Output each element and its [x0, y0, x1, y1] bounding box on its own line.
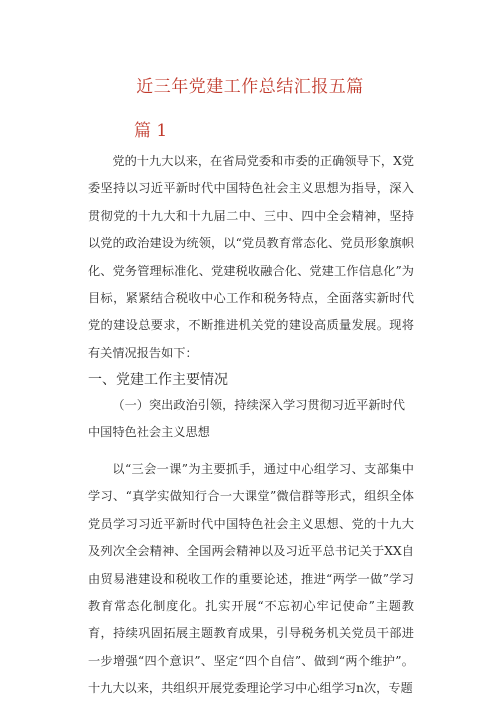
section-label: 篇 1 — [134, 121, 168, 141]
document-title: 近三年党建工作总结汇报五篇 — [136, 77, 364, 97]
intro-paragraph: 党的十九大以来，在省局党委和市委的正确领导下，X党委坚持以习近平新时代中国特色社会主义思想为指导，深入贯彻党的十九大和十九届二中、三中、四中全会精神，坚持以党的政治建设为统领，以“党员教育常态化、党员形象旗帜化、党务管理标准化、党建税收融合化、党建工作信息化”为目标，紧紧结合税收中心工作和税务特点，全面落实新时代党的建设总要求，不断推进机关党的建设高质量发展。现将有关情况报告如下： — [88, 154, 414, 360]
sub-section-heading: （一）突出政治引领，持续深入学习贯彻习近平新时代中国特色社会主义思想 — [88, 398, 405, 440]
section-heading: 一、党建工作主要情况 — [88, 372, 228, 388]
body-paragraph: 以“三会一课”为主要抓手，通过中心组学习、支部集中学习、“真学实做知行合一大课堂”微信群等形式，组织全体党员学习习近平新时代中国特色社会主义思想、党的十九大及列次全会精神、全国两会精神以及习近平总书记关于XX自由贸易港建设和税收工作的重要论述，推进“两学一做”学习教育常态化制度化。扎实开展“不忘初心牢记使命”主题教育，持续巩固拓展主题教育成果，引导税务机关党员干部进一步增强“四个意识”、坚定“四个自信”、做到“两个维护”。十九大以来，共组织开展党委理论学习中心组学习n次，专题 — [88, 462, 414, 696]
